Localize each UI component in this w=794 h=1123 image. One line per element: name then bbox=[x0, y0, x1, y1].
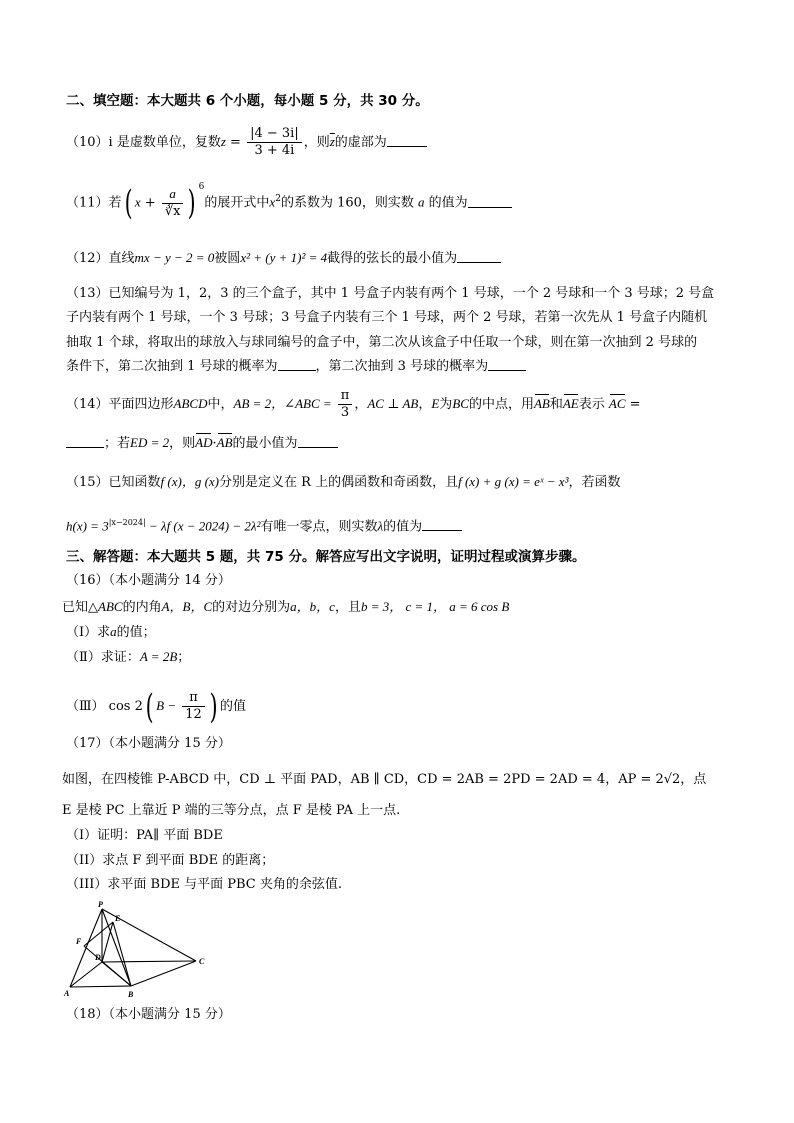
question-13-line-4: 条件下，第二次抽到 1 号球的概率为 ，第二次抽到 3 号球的概率为 bbox=[66, 358, 526, 376]
question-17-part-2: （II）求点 F 到平面 BDE 的距离； bbox=[66, 853, 275, 868]
label-P: P bbox=[98, 900, 103, 909]
question-12: （12）直线mx − y − 2 = 0被圆x² + (y + 1)² = 4截得的弦长的最小值为 bbox=[66, 249, 501, 268]
label-C: C bbox=[199, 957, 205, 966]
question-16-part-2: （Ⅱ）求证：A = 2B； bbox=[66, 649, 191, 665]
question-13-line-1: （13）已知编号为 1，2，3 的三个盒子，其中 1 号盒子内装有两个 1 号球，一个 2 号球和一个 3 号球；2 号盒 bbox=[66, 286, 715, 301]
question-15-line-2: $h(x) = 3^{|x-2024|} - \lambda f$ (x − 2024) − 2λ²有唯一零点，则实数λ的值为 bbox=[66, 514, 462, 536]
label-D: D bbox=[95, 953, 101, 962]
question-10: （10）i 是虚数单位，复数z = $\frac{|4 - 3i|}{3 + 4i}$ ，则$\overline{z}$的虚部为 bbox=[66, 126, 427, 159]
answer-blank-15[interactable] bbox=[422, 518, 462, 531]
answer-blank-13a[interactable] bbox=[278, 358, 316, 371]
answer-blank-14a[interactable] bbox=[66, 435, 104, 448]
question-17-part-1: （I）证明：PA∥ 平面 BDE bbox=[66, 828, 223, 843]
q10-fraction: $\frac{|4 - 3i|}{3 + 4i}$ bbox=[247, 126, 302, 159]
question-14-line-1: （14）平面四边形ABCD中，AB = 2，∠ABC = $\frac{\pi}{3}$ ，AC ⊥ AB，E为BC的中点，用AB和AE表示 AC = bbox=[66, 388, 641, 420]
question-16-part-1: （Ⅰ）求a的值； bbox=[66, 624, 156, 640]
pyramid-figure bbox=[62, 900, 212, 1002]
answer-blank-12[interactable] bbox=[457, 250, 501, 263]
q11-fraction: $\frac{a}{∛x}$ bbox=[162, 186, 184, 220]
question-13-line-3: 抽取 1 个球，将取出的球放入与球同编号的盒子中，第二次从该盒子中任取一个球，则在第一次抽到 2 号球的 bbox=[66, 335, 698, 350]
label-B: B bbox=[128, 990, 134, 999]
question-17-line-2: E 是棱 PC 上靠近 P 端的三等分点，点 F 是棱 PA 上一点. bbox=[62, 803, 401, 818]
question-17-line-1: 如图，在四棱锥 P-ABCD 中，CD ⊥ 平面 PAD，AB ∥ CD，CD = 2AB = 2PD = 2AD = 4，AP = 2√2，点 bbox=[62, 772, 707, 787]
question-14-line-2: ；若ED = 2，则AD·AB的最小值为 bbox=[66, 434, 338, 453]
answer-blank-10[interactable] bbox=[387, 134, 427, 147]
question-11: （11）若( x + $\frac{a}{∛x}$ ) $^6$的展开式中$x^2$的系数为 160，则实数 a 的值为 bbox=[66, 186, 512, 220]
label-E: E bbox=[115, 914, 121, 923]
answer-blank-11[interactable] bbox=[468, 195, 512, 208]
question-16-part-3: （Ⅲ） cos 2( B − $\frac{\pi}{12}$ ) 的值 bbox=[66, 686, 247, 727]
section-3-title: 三、解答题：本大题共 5 题，共 75 分。解答应写出文字说明，证明过程或演算步骤。 bbox=[66, 549, 586, 565]
question-17-header: （17）（本小题满分 15 分） bbox=[66, 736, 231, 751]
question-15-line-1: （15）已知函数f (x)，g (x)分别是定义在 R 上的偶函数和奇函数，且f (x) + g (x) = eˣ − x³，若函数 bbox=[66, 474, 621, 490]
label-A: A bbox=[64, 989, 70, 998]
q16-fraction: $\frac{\pi}{12}$ bbox=[182, 690, 205, 723]
section-2-title: 二、填空题：本大题共 6 个小题，每小题 5 分，共 30 分。 bbox=[66, 93, 429, 109]
label-F: F bbox=[76, 937, 82, 946]
question-13-line-2: 子内装有两个 1 号球，一个 3 号球；3 号盒子内装有三个 1 号球，两个 2 号球，若第一次先从 1 号盒子内随机 bbox=[66, 310, 708, 325]
question-16-header: （16）（本小题满分 14 分） bbox=[66, 573, 231, 588]
q14-fraction: $\frac{\pi}{3}$ bbox=[338, 388, 353, 421]
answer-blank-14b[interactable] bbox=[298, 435, 338, 448]
question-17-part-3: （III）求平面 BDE 与平面 PBC 夹角的余弦值. bbox=[66, 877, 343, 892]
answer-blank-13b[interactable] bbox=[488, 358, 526, 371]
question-16-stem: 已知△ABC的内角A，B，C的对边分别为a，b，c，且b = 3， c = 1， a = 6 cos B bbox=[62, 599, 510, 615]
question-18-header: （18）（本小题满分 15 分） bbox=[66, 1007, 231, 1022]
